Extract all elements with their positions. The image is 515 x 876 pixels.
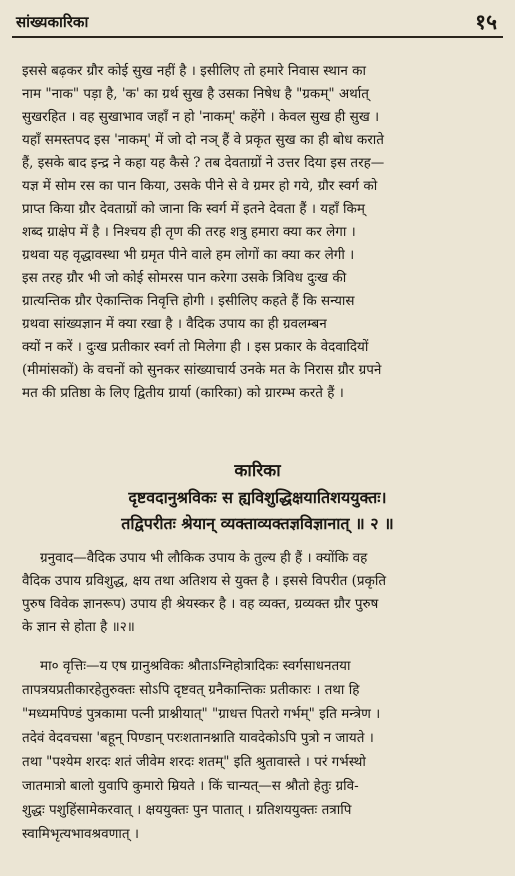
page-header	[12, 6, 503, 38]
text-line: शब्द ग्राक्षेप में है । निश्चय ही तृण की तरह शत्रु हमारा क्या कर लेगा ।	[22, 224, 356, 240]
karika-verse-line: दृष्टवदानुश्रविकः स ह्यविशुद्धिक्षयातिशययुक्तः।	[128, 488, 387, 507]
commentary-line: स्वामिभृत्यभावश्रवणात् ।	[22, 826, 139, 842]
text-line: यहाँ समस्तपद इस 'नाकम्' में जो दो नञ् हैं वे प्रकृत सुख का ही बोध कराते	[22, 132, 384, 148]
karika-verse-line: तद्विपरीतः श्रेयान् व्यक्ताव्यक्तज्ञविज्ञानात् ॥ २ ॥	[121, 514, 394, 533]
page-number: १५	[475, 9, 497, 34]
text-line: (मीमांसकों) के वचनों को सुनकर सांख्याचार्य उनके मत के निरास ग्रौर ग्रपने	[22, 362, 382, 378]
text-line: इस तरह ग्रौर भी जो कोई सोमरस पान करेगा उसके त्रिविध दुःख की	[22, 270, 347, 286]
text-line: ग्रथवा सांख्यज्ञान में क्या रखा है । वैदिक उपाय का ही ग्रवलम्बन	[22, 316, 327, 332]
text-line: इससे बढ़कर ग्रौर कोई सुख नहीं है । इसीलिए तो हमारे निवास स्थान का	[22, 63, 366, 79]
translation-line: वैदिक उपाय ग्रविशुद्ध, क्षय तथा अतिशय से युक्त है । इससे विपरीत (प्रकृति	[22, 573, 387, 589]
karika-heading: कारिका	[234, 461, 281, 481]
translation-line: के ज्ञान से होता है ॥२॥	[22, 619, 135, 635]
text-line: सुखरहित । वह सुखाभाव जहाँ न हो 'नाकम्' कहेंगे । केवल सुख ही सुख ।	[22, 109, 380, 125]
translation-line: पुरुष विवेक ज्ञानरूप) उपाय ही श्रेयस्कर है । वह व्यक्त, ग्रव्यक्त ग्रौर पुरुष	[22, 596, 379, 612]
text-line: यज्ञ में सोम रस का पान किया, उसके पीने से वे ग्रमर हो गये, ग्रौर स्वर्ग को	[22, 178, 378, 194]
text-line: प्राप्त किया ग्रौर देवताग्रों को जाना कि स्वर्ग में इतने देवता हैं । यहाँ किम्	[22, 201, 365, 217]
translation-line: ग्रनुवाद—वैदिक उपाय भी लौकिक उपाय के तुल्य ही हैं । क्योंकि वह	[40, 550, 368, 566]
commentary-line: तापत्रयप्रतीकारहेतुरुक्तः सोऽपि दृष्टवत् ग्रनैकान्तिकः प्रतीकारः । तथा हि	[22, 682, 360, 698]
commentary-line: "मध्यमपिण्डं पुत्रकामा पत्नी प्राश्नीयात्" "ग्राधत्त पितरो गर्भम्" इति मन्त्रेण ।	[22, 706, 381, 722]
text-line: नाम "नाक" पड़ा है, 'क' का ग्रर्थ सुख है उसका निषेध है "ग्रकम्" अर्थात्	[22, 86, 369, 102]
text-line: हैं, इसके बाद इन्द्र ने कहा यह कैसे ? तब देवताग्रों ने उत्तर दिया इस तरह—	[22, 155, 385, 171]
text-line: ग्रात्यन्तिक ग्रौर ऐकान्तिक निवृत्ति होगी । इसीलिए कहते हैं कि सन्यास	[22, 293, 355, 309]
commentary-line: शुद्धः पशुहिंसामेकरवात् । क्षययुक्तः पुन पातात् । ग्रतिशययुक्तः तत्रापि	[22, 802, 352, 818]
text-line: ग्रथवा यह वृद्धावस्था भी ग्रमृत पीने वाले हम लोगों का क्या कर लेगी ।	[22, 247, 355, 263]
text-line: मत की प्रतिष्ठा के लिए द्वितीय ग्रार्या (कारिका) को ग्रारम्भ करते हैं ।	[22, 385, 344, 401]
commentary-line: मा० वृत्तिः—य एष ग्रानुश्रविकः श्रौताऽग्निहोत्रादिकः स्वर्गसाधनतया	[40, 658, 351, 674]
commentary-line: तदेवं वेदवचसा 'बहून् पिण्डान् परःशतानश्नाति यावदेकोऽपि पुत्रो न जायते ।	[22, 730, 374, 746]
running-title: सांख्यकारिका	[16, 13, 89, 31]
commentary-line: जातमात्रो बालो युवापि कुमारो म्रियते । किं चान्यत्—स श्रौतो हेतुः ग्रवि-	[22, 778, 359, 794]
commentary-line: तथा "पश्येम शरदः शतं जीवेम शरदः शतम्" इति श्रुतावास्ते । परं गर्भस्थो	[22, 754, 366, 770]
text-line: क्यों न करें । दुःख प्रतीकार स्वर्ग तो मिलेगा ही । इस प्रकार के वेदवादियों	[22, 339, 369, 355]
